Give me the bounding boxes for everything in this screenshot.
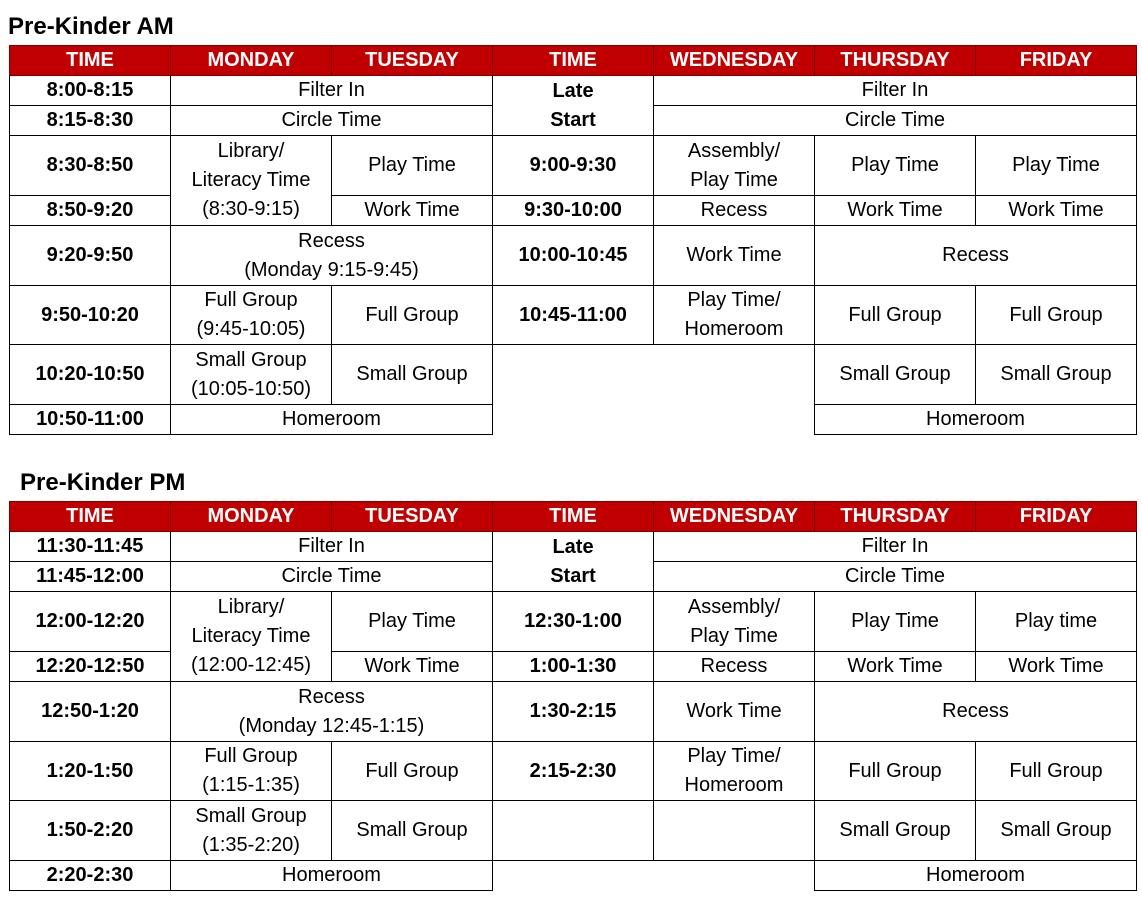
- time-cell: 2:15-2:30: [493, 742, 654, 801]
- recess-note: (Monday 9:15-9:45): [244, 258, 419, 281]
- small-group-label: Small Group: [195, 804, 307, 827]
- late-start-cell: [493, 76, 654, 136]
- full-group-cell: [171, 742, 332, 801]
- play-time-cell: Play Time: [332, 136, 493, 196]
- play-homeroom-cell: [654, 742, 815, 801]
- header-thursday: THURSDAY: [815, 46, 976, 76]
- late-start-line-2: Start: [550, 564, 596, 587]
- time-cell: 12:00-12:20: [10, 592, 171, 652]
- work-time-cell: Work Time: [815, 652, 976, 682]
- late-start-cell: [493, 532, 654, 592]
- library-line-2: Literacy Time: [191, 169, 311, 191]
- header-tuesday: TUESDAY: [332, 46, 493, 76]
- late-start-line-2: Start: [550, 108, 596, 131]
- library-line-1: Library/: [217, 596, 285, 618]
- recess-cell: Recess: [815, 226, 1137, 286]
- table-row: [10, 136, 1137, 196]
- play-time-cell: Play Time: [976, 136, 1137, 196]
- assembly-line-1: Assembly/: [687, 595, 781, 618]
- table-row: [10, 345, 1137, 405]
- filter-in-cell: Filter In: [171, 76, 493, 106]
- pm-title: Pre-Kinder PM: [20, 469, 186, 496]
- time-cell: 12:30-1:00: [493, 592, 654, 652]
- empty-cell: [493, 405, 654, 435]
- circle-time-cell: Circle Time: [654, 562, 1137, 592]
- assembly-line-2: Play Time: [690, 624, 778, 647]
- header-thursday: THURSDAY: [815, 502, 976, 532]
- full-group-label: Full Group: [204, 289, 298, 311]
- filter-in-cell: Filter In: [654, 76, 1137, 106]
- circle-time-cell: Circle Time: [654, 106, 1137, 136]
- play-homeroom-cell: [654, 286, 815, 345]
- full-group-cell: Full Group: [332, 286, 493, 345]
- header-monday: MONDAY: [171, 46, 332, 76]
- time-cell: 11:45-12:00: [10, 562, 171, 592]
- am-schedule-table: [9, 45, 1137, 435]
- table-row: [10, 286, 1137, 345]
- work-time-cell: Work Time: [332, 196, 493, 226]
- table-row: [10, 742, 1137, 801]
- library-line-3: (12:00-12:45): [190, 654, 312, 676]
- time-cell: 1:20-1:50: [10, 742, 171, 801]
- time-cell: 8:00-8:15: [10, 76, 171, 106]
- play-homeroom-line-2: Homeroom: [684, 774, 784, 796]
- work-time-cell: Work Time: [976, 652, 1137, 682]
- table-row: [10, 801, 1137, 861]
- small-group-note: (1:35-2:20): [202, 833, 300, 856]
- circle-time-cell: Circle Time: [171, 562, 493, 592]
- table-row: [10, 682, 1137, 742]
- homeroom-cell: Homeroom: [171, 405, 493, 435]
- recess-cell: [171, 682, 493, 742]
- library-cell: [171, 136, 332, 226]
- library-line-2: Literacy Time: [191, 625, 311, 647]
- empty-cell: [654, 861, 815, 891]
- time-cell: 8:50-9:20: [10, 196, 171, 226]
- empty-cell: [493, 801, 654, 861]
- library-cell: [171, 592, 332, 682]
- full-group-note: (9:45-10:05): [196, 318, 306, 340]
- full-group-cell: Full Group: [976, 742, 1137, 801]
- table-row: [10, 861, 1137, 891]
- full-group-cell: Full Group: [815, 742, 976, 801]
- play-homeroom-line-1: Play Time/: [687, 745, 781, 767]
- filter-in-cell: Filter In: [171, 532, 493, 562]
- small-group-cell: Small Group: [332, 801, 493, 861]
- play-homeroom-line-2: Homeroom: [684, 318, 784, 340]
- recess-label: Recess: [298, 229, 365, 252]
- time-cell: 2:20-2:30: [10, 861, 171, 891]
- small-group-cell: [171, 801, 332, 861]
- time-cell: 1:00-1:30: [493, 652, 654, 682]
- full-group-cell: Full Group: [976, 286, 1137, 345]
- empty-cell: [654, 801, 815, 861]
- time-cell: 9:30-10:00: [493, 196, 654, 226]
- late-start-line-1: Late: [552, 79, 594, 102]
- play-time-cell: Play Time: [815, 592, 976, 652]
- time-cell: 1:50-2:20: [10, 801, 171, 861]
- late-start-line-1: Late: [552, 535, 594, 558]
- work-time-cell: Work Time: [332, 652, 493, 682]
- homeroom-cell: Homeroom: [815, 861, 1137, 891]
- play-homeroom-line-1: Play Time/: [687, 289, 781, 311]
- time-cell: 8:30-8:50: [10, 136, 171, 196]
- time-cell: 1:30-2:15: [493, 682, 654, 742]
- am-title: Pre-Kinder AM: [8, 13, 174, 40]
- header-time-2: TIME: [493, 46, 654, 76]
- header-time: TIME: [10, 46, 171, 76]
- play-time-cell: Play Time: [332, 592, 493, 652]
- table-row: [10, 226, 1137, 286]
- header-row: [10, 502, 1137, 532]
- time-cell: 8:15-8:30: [10, 106, 171, 136]
- small-group-cell: [171, 345, 332, 405]
- library-line-3: (8:30-9:15): [202, 198, 300, 220]
- play-time-cell: Play time: [976, 592, 1137, 652]
- header-wednesday: WEDNESDAY: [654, 46, 815, 76]
- pm-schedule-table: [9, 501, 1137, 891]
- assembly-cell: [654, 592, 815, 652]
- small-group-cell: Small Group: [332, 345, 493, 405]
- table-row: [10, 592, 1137, 652]
- work-time-cell: Work Time: [815, 196, 976, 226]
- header-time: TIME: [10, 502, 171, 532]
- small-group-cell: Small Group: [815, 801, 976, 861]
- time-cell: 9:00-9:30: [493, 136, 654, 196]
- recess-cell: Recess: [815, 682, 1137, 742]
- recess-cell: Recess: [654, 652, 815, 682]
- header-friday: FRIDAY: [976, 502, 1137, 532]
- header-wednesday: WEDNESDAY: [654, 502, 815, 532]
- empty-cell: [493, 345, 654, 405]
- time-cell: 9:50-10:20: [10, 286, 171, 345]
- table-row: [10, 405, 1137, 435]
- table-row: [10, 76, 1137, 106]
- empty-cell: [493, 861, 654, 891]
- header-row: [10, 46, 1137, 76]
- assembly-cell: [654, 136, 815, 196]
- homeroom-cell: Homeroom: [815, 405, 1137, 435]
- header-time-2: TIME: [493, 502, 654, 532]
- recess-note: (Monday 12:45-1:15): [238, 714, 425, 737]
- empty-cell: [654, 405, 815, 435]
- library-line-1: Library/: [217, 140, 285, 162]
- work-time-cell: Work Time: [654, 682, 815, 742]
- header-monday: MONDAY: [171, 502, 332, 532]
- time-cell: 9:20-9:50: [10, 226, 171, 286]
- small-group-cell: Small Group: [815, 345, 976, 405]
- header-friday: FRIDAY: [976, 46, 1137, 76]
- circle-time-cell: Circle Time: [171, 106, 493, 136]
- time-cell: 10:50-11:00: [10, 405, 171, 435]
- small-group-label: Small Group: [195, 348, 307, 371]
- play-time-cell: Play Time: [815, 136, 976, 196]
- recess-cell: [171, 226, 493, 286]
- time-cell: 10:45-11:00: [493, 286, 654, 345]
- small-group-note: (10:05-10:50): [190, 377, 312, 400]
- empty-cell: [654, 345, 815, 405]
- assembly-line-1: Assembly/: [687, 139, 781, 162]
- small-group-cell: Small Group: [976, 345, 1137, 405]
- work-time-cell: Work Time: [976, 196, 1137, 226]
- time-cell: 10:20-10:50: [10, 345, 171, 405]
- time-cell: 12:50-1:20: [10, 682, 171, 742]
- full-group-note: (1:15-1:35): [202, 774, 300, 796]
- full-group-label: Full Group: [204, 745, 298, 767]
- small-group-cell: Small Group: [976, 801, 1137, 861]
- work-time-cell: Work Time: [654, 226, 815, 286]
- header-tuesday: TUESDAY: [332, 502, 493, 532]
- recess-label: Recess: [298, 685, 365, 708]
- time-cell: 10:00-10:45: [493, 226, 654, 286]
- filter-in-cell: Filter In: [654, 532, 1137, 562]
- full-group-cell: Full Group: [815, 286, 976, 345]
- full-group-cell: Full Group: [332, 742, 493, 801]
- time-cell: 11:30-11:45: [10, 532, 171, 562]
- full-group-cell: [171, 286, 332, 345]
- homeroom-cell: Homeroom: [171, 861, 493, 891]
- assembly-line-2: Play Time: [690, 168, 778, 191]
- table-row: [10, 532, 1137, 562]
- time-cell: 12:20-12:50: [10, 652, 171, 682]
- recess-cell: Recess: [654, 196, 815, 226]
